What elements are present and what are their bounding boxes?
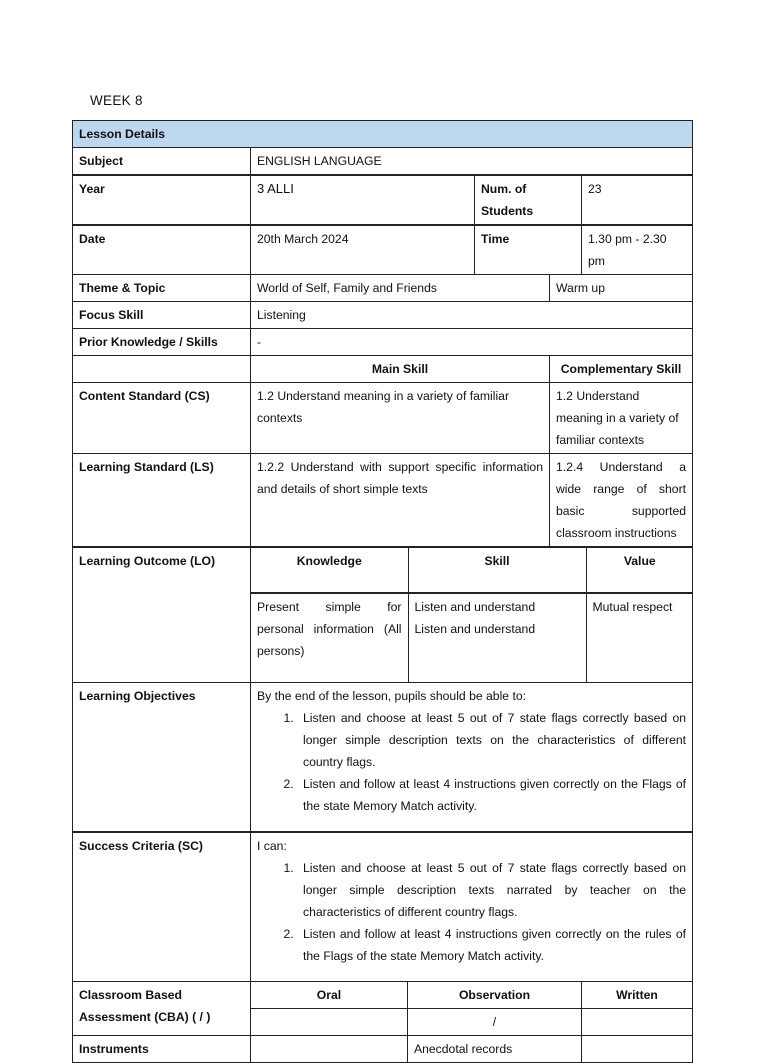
students-value: 23 — [582, 175, 693, 225]
ls-comp: 1.2.4 Understand a wide range of short basic supported classroom instructions — [550, 454, 693, 548]
criteria-item: 2. Listen and follow at least 4 instructions given correctly on the rules of the Flags of the state Memory Match activity. — [297, 923, 686, 967]
main-skill-heading: Main Skill — [251, 356, 550, 383]
criteria-item: 1. Listen and choose at least 5 out of 7 state flags correctly based on longer simple description texts narrated by teacher on the characteristics of different country flags. — [297, 857, 686, 923]
skill-value-2: Listen and understand — [414, 622, 536, 636]
subject-value: ENGLISH LANGUAGE — [251, 148, 693, 176]
instruments-observation: Anecdotal records — [408, 1036, 582, 1063]
date-row — [73, 225, 693, 275]
topic-value: Warm up — [550, 275, 693, 302]
lo-label: Learning Outcome (LO) — [73, 547, 251, 683]
skill-values — [408, 593, 586, 682]
prior-row — [73, 329, 693, 356]
students-label: Num. of Students — [475, 175, 582, 225]
time-value: 1.30 pm - 2.30 pm — [582, 225, 693, 275]
year-value: 3 ALLI — [251, 175, 475, 225]
objectives-intro: By the end of the lesson, pupils should be able to: — [257, 689, 526, 703]
written-heading: Written — [582, 982, 693, 1009]
year-label: Year — [73, 175, 251, 225]
cs-comp: 1.2 Understand meaning in a variety of familiar contexts — [550, 383, 693, 454]
criteria-cell — [251, 832, 693, 982]
prior-value: - — [251, 329, 693, 356]
date-value: 20th March 2024 — [251, 225, 475, 275]
focus-row — [73, 302, 693, 329]
instruments-written — [582, 1036, 693, 1063]
lesson-plan — [72, 120, 692, 1063]
ls-row — [73, 454, 693, 548]
cs-row — [73, 383, 693, 454]
knowledge-heading: Knowledge — [251, 548, 408, 593]
cba-row — [73, 982, 693, 1009]
oral-heading: Oral — [251, 982, 408, 1009]
instruments-label: Instruments — [73, 1036, 251, 1063]
skill-value-1: Listen and understand — [414, 600, 536, 614]
focus-label: Focus Skill — [73, 302, 251, 329]
criteria-list — [257, 857, 686, 967]
criteria-intro: I can: — [257, 839, 287, 853]
lo-row — [73, 547, 693, 683]
oral-mark — [251, 1009, 408, 1036]
time-label: Time — [475, 225, 582, 275]
cs-main: 1.2 Understand meaning in a variety of familiar contexts — [251, 383, 550, 454]
lo-table — [251, 548, 693, 682]
knowledge-value: Present simple for personal information (All persons) — [251, 593, 408, 682]
focus-value: Listening — [251, 302, 693, 329]
theme-label: Theme & Topic — [73, 275, 251, 302]
objective-item: 1. Listen and choose at least 5 out of 7 state flags correctly based on longer simple description texts on the characteristics of different country flags. — [297, 707, 686, 773]
theme-row — [73, 275, 693, 302]
subject-label: Subject — [73, 148, 251, 176]
ls-label: Learning Standard (LS) — [73, 454, 251, 548]
year-row — [73, 175, 693, 225]
objectives-row — [73, 683, 693, 833]
written-mark — [582, 1009, 693, 1036]
lesson-table — [72, 120, 693, 1063]
subject-row — [73, 148, 693, 176]
instruments-row — [73, 1036, 693, 1063]
date-label: Date — [73, 225, 251, 275]
lesson-details-header: Lesson Details — [73, 121, 693, 148]
instruments-oral — [251, 1036, 408, 1063]
criteria-label: Success Criteria (SC) — [73, 832, 251, 982]
ls-main: 1.2.2 Understand with support specific information and details of short simple texts — [251, 454, 550, 548]
objectives-label: Learning Objectives — [73, 683, 251, 833]
lesson-details-row — [73, 121, 693, 148]
objectives-cell — [251, 683, 693, 833]
theme-value: World of Self, Family and Friends — [251, 275, 550, 302]
observation-mark: / — [408, 1009, 582, 1036]
prior-label: Prior Knowledge / Skills — [73, 329, 251, 356]
week-label: WEEK 8 — [90, 93, 143, 108]
objective-item: 2. Listen and follow at least 4 instructions given correctly on the Flags of the state Memory Match activity. — [297, 773, 686, 817]
comp-skill-heading: Complementary Skill — [550, 356, 693, 383]
value-value: Mutual respect — [586, 593, 693, 682]
skills-head-row — [73, 356, 693, 383]
objectives-list — [257, 707, 686, 817]
criteria-row — [73, 832, 693, 982]
skill-heading: Skill — [408, 548, 586, 593]
lo-cell — [251, 547, 693, 683]
skills-head-empty — [73, 356, 251, 383]
observation-heading: Observation — [408, 982, 582, 1009]
cs-label: Content Standard (CS) — [73, 383, 251, 454]
value-heading: Value — [586, 548, 693, 593]
cba-label: Classroom Based Assessment (CBA) ( / ) — [73, 982, 251, 1036]
